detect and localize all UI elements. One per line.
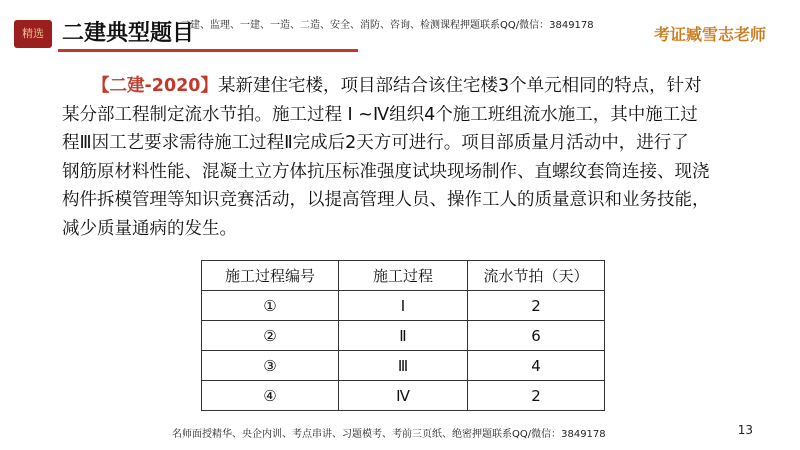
- table-row: [202, 381, 605, 411]
- table-header-cell: 流水节拍（天）: [468, 261, 605, 291]
- table-cell: 4: [468, 351, 605, 381]
- table-cell: Ⅰ: [339, 291, 468, 321]
- page-number: 13: [737, 423, 753, 437]
- table-cell: 2: [468, 291, 605, 321]
- table-row: [202, 351, 605, 381]
- table-cell: ③: [202, 351, 339, 381]
- table-cell: Ⅲ: [339, 351, 468, 381]
- question-line: [62, 72, 752, 101]
- table-header-cell: 施工过程: [339, 261, 468, 291]
- brand-name: 考证臧雪志老师: [653, 25, 766, 44]
- question-line: 某分部工程制定流水节拍。施工过程 Ⅰ ~Ⅳ组织4个施工班组流水施工，其中施工过: [62, 104, 698, 125]
- table-header-cell: 施工过程编号: [202, 261, 339, 291]
- question-line: 构件拆模管理等知识竞赛活动，以提高管理人员、操作工人的质量意识和业务技能，: [62, 190, 710, 210]
- question-line: 程Ⅲ因工艺要求需待施工过程Ⅱ完成后2天方可进行。项目部质量月活动中，进行了: [62, 133, 689, 153]
- title-underline: [58, 49, 358, 52]
- table-cell: 2: [468, 381, 605, 411]
- table-header-row: [202, 261, 605, 291]
- header-contact-text: 二建、监理、一建、一造、二造、安全、消防、咨询、检测课程押题联系QQ/微信：3849178: [180, 20, 594, 31]
- slide-title: 二建典型题目: [62, 21, 195, 46]
- question-tag: 【二建-2020】: [92, 76, 218, 96]
- footer-text: 名师面授精华、央企内训、考点串讲、习题模考、考前三页纸、绝密押题联系QQ/微信：3849178: [172, 429, 606, 440]
- table-cell: ②: [202, 321, 339, 351]
- table-cell: Ⅱ: [339, 321, 468, 351]
- table-cell: 6: [468, 321, 605, 351]
- table-row: [202, 321, 605, 351]
- question-paragraph: [62, 72, 752, 243]
- table-row: [202, 291, 605, 321]
- table-cell: ④: [202, 381, 339, 411]
- logo-badge: 精选: [14, 20, 52, 48]
- question-line: 钢筋原材料性能、混凝土立方体抗压标准强度试块现场制作、直螺纹套筒连接、现浇: [62, 161, 710, 182]
- table-cell: ①: [202, 291, 339, 321]
- table-cell: Ⅳ: [339, 381, 468, 411]
- question-text: 某新建住宅楼，项目部结合该住宅楼3个单元相同的特点，针对: [217, 76, 702, 96]
- rhythm-table: [201, 260, 605, 411]
- question-line: 减少质量通病的发生。: [62, 218, 237, 239]
